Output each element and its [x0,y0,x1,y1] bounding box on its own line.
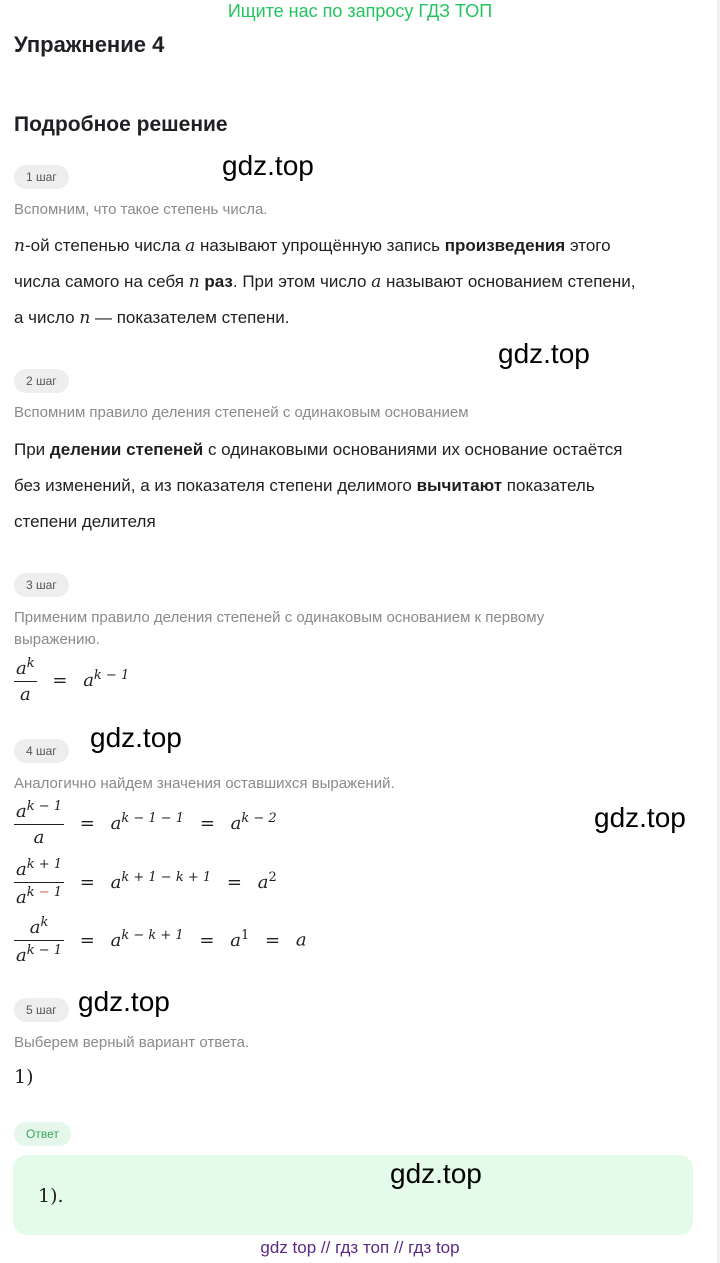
footer-links[interactable]: gdz top // гдз топ // гдз top [260,1238,460,1257]
watermark: gdz.top [222,150,314,181]
bold-term: произведения [444,236,566,255]
step-3-hint-line-2: выражению. [14,631,100,648]
formula-step-3: $\frac{a^k}{a}$ = $a^{k - 1}$ [16,656,130,705]
text-fragment: — показателем степени. [90,308,290,327]
step-4-badge: 4 шаг [14,739,69,763]
step-3-badge: 3 шаг [14,573,69,597]
text-fragment: . При этом число [232,272,372,291]
bold-term: делении степеней [49,440,204,459]
step-3-hint [14,607,544,651]
search-banner: Ищите нас по запросу ГДЗ ТОП [227,1,493,21]
watermark: gdz.top [594,802,686,833]
var-n: n [188,272,200,292]
var-n: n [14,236,25,256]
step-1-line-2 [14,264,704,300]
solution-title: Подробное решение [14,113,228,136]
answer-badge: Ответ [14,1122,71,1146]
text-fragment: без изменений, а из показателя степени делимого [14,476,417,495]
step-1-paragraph [14,228,704,336]
step-5-choice: 1) [14,1066,34,1088]
answer-box [13,1155,693,1235]
watermark: gdz.top [78,986,170,1017]
step-2-paragraph [14,432,704,540]
step-2-hint: Вспомним правило деления степеней с одинаковым основанием [14,404,469,421]
formula-step-4-1: $\frac{a^{k - 1}}{a}$ = $a^{k - 1 - 1} = a^{k - 2}$ [16,799,277,848]
text-fragment: называют упрощённую запись [195,236,445,255]
answer-value: 1). [38,1185,64,1207]
step-2-line-3: степени делителя [14,512,156,531]
watermark: gdz.top [90,722,182,753]
step-5-badge: 5 шаг [14,998,69,1022]
exercise-title: Упражнение 4 [14,32,165,57]
var-a: a [371,272,382,292]
step-1-badge: 1 шаг [14,165,69,189]
step-2-line-2 [14,468,704,504]
text-fragment: называют основанием степени, [381,272,636,291]
formula-step-4-3: $\frac{a^k}{a^{k - 1}}$ = $a^{k - k + 1} = a^1 = a$ [16,915,307,966]
text-fragment: -ой степенью числа [24,236,186,255]
text-fragment: числа самого на себя [14,272,189,291]
text-fragment: этого [565,236,611,255]
step-2-line-1 [14,432,704,468]
watermark: gdz.top [390,1158,482,1189]
watermark: gdz.top [498,338,590,369]
text-fragment: При [14,440,50,459]
step-1-line-1 [14,228,704,264]
step-1-line-3 [14,300,704,336]
text-fragment: а число [14,308,80,327]
formula-step-4-2: $\frac{a^{k + 1}}{a^{k - 1}}$ = $a^{k + 1 - k + 1} = a^2$ [16,857,277,908]
bold-term: вычитают [416,476,503,495]
step-1-hint: Вспомним, что такое степень числа. [14,201,268,218]
text-fragment: с одинаковыми основаниями их основание остаётся [203,440,623,459]
step-3-hint-line-1: Применим правило деления степеней с одинаковым основанием к первому [14,609,545,626]
text-fragment: показатель [502,476,595,495]
var-n: n [79,308,91,328]
step-5-hint: Выберем верный вариант ответа. [14,1034,250,1051]
bold-term: раз [204,272,233,291]
step-2-badge: 2 шаг [14,369,69,393]
step-4-hint: Аналогично найдем значения оставшихся выражений. [14,775,395,792]
var-a: a [185,236,196,256]
